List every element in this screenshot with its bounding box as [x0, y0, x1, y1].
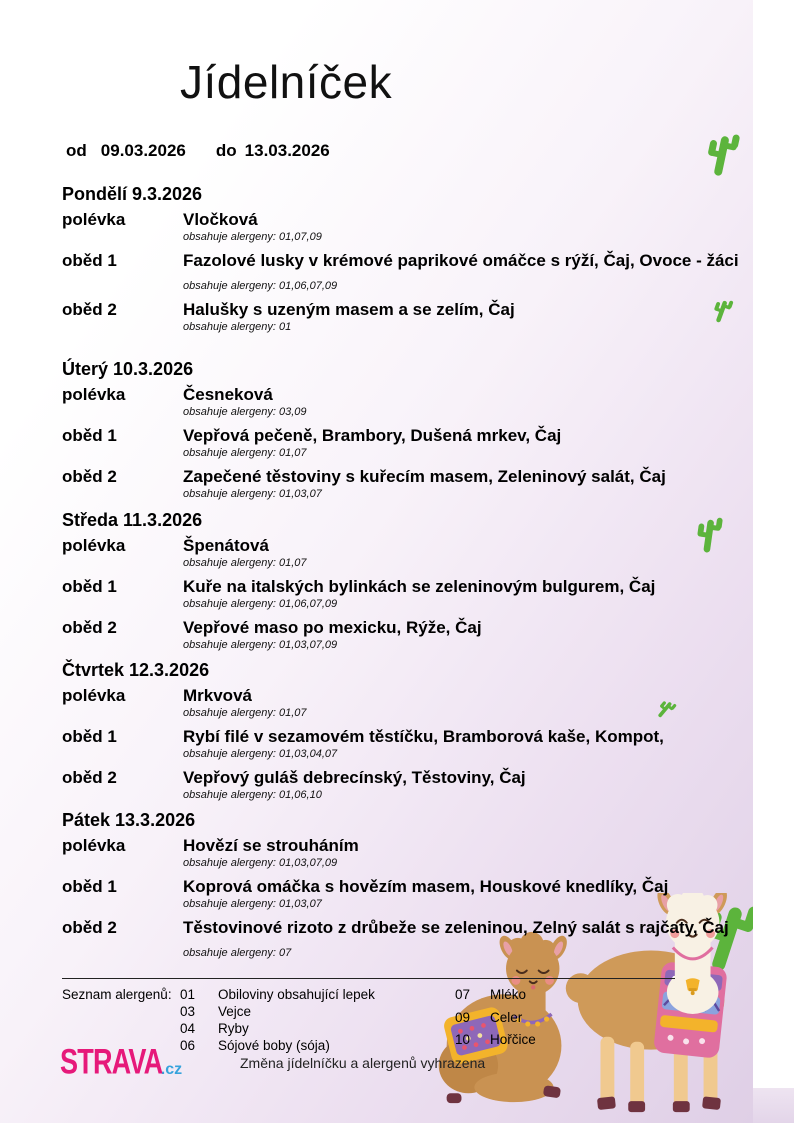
menu-row: [62, 576, 754, 611]
allergen-note: obsahuje alergeny: 01,03,04,07: [183, 748, 338, 760]
course-label: oběd 1: [62, 426, 117, 445]
date-from-label: od: [66, 141, 87, 160]
meal-text: Kuře na italských bylinkách se zeleninovým bulgurem, Čaj: [183, 577, 656, 596]
allergen-note: obsahuje alergeny: 01,07,09: [183, 231, 322, 243]
menu-row: [62, 767, 754, 802]
day-heading: Úterý 10.3.2026: [62, 359, 194, 379]
page-title: Jídelníček: [180, 56, 393, 108]
menu-row: [62, 726, 754, 761]
strava-logo: [60, 1040, 183, 1082]
menu-row: [62, 535, 754, 570]
course-label: oběd 1: [62, 877, 117, 896]
meal-text: Zapečené těstoviny s kuřecím masem, Zeleninový salát, Čaj: [183, 467, 666, 486]
course-label: polévka: [62, 385, 126, 404]
course-label: oběd 1: [62, 727, 117, 746]
course-label: polévka: [62, 686, 126, 705]
allergen-code: 01: [180, 987, 196, 1002]
day-block-wednesday: [62, 509, 754, 658]
day-block-monday: [62, 183, 754, 340]
allergen-name: Celer: [490, 1009, 523, 1025]
allergen-note: obsahuje alergeny: 01,06,10: [183, 789, 322, 801]
meal-text: Vepřová pečeně, Brambory, Dušená mrkev, Čaj: [183, 426, 562, 445]
course-label: oběd 1: [62, 577, 117, 596]
day-heading: Čtvrtek 12.3.2026: [62, 660, 210, 680]
allergen-note: obsahuje alergeny: 01,03,07,09: [183, 639, 338, 651]
menu-row: [62, 617, 754, 652]
allergen-note: obsahuje alergeny: 01,03,07: [183, 488, 322, 500]
allergen-code: 07: [455, 987, 471, 1002]
meal-text: Vepřové maso po mexicku, Rýže, Čaj: [183, 618, 482, 637]
allergen-note: obsahuje alergeny: 01,06,07,09: [183, 280, 338, 292]
menu-row: [62, 466, 754, 501]
strava-logo-cz: .cz: [160, 1061, 183, 1078]
divider: [62, 978, 675, 979]
meal-text: Vločková: [183, 210, 258, 229]
menu-row: [62, 209, 754, 244]
course-label: oběd 1: [62, 251, 117, 270]
meal-text: Česneková: [183, 385, 273, 404]
allergen-code: 09: [455, 1009, 471, 1025]
course-label: polévka: [62, 210, 126, 229]
course-label: oběd 2: [62, 618, 117, 637]
course-label: oběd 2: [62, 300, 117, 319]
meal-text: Koprová omáčka s hovězím masem, Houskové knedlíky, Čaj: [183, 877, 669, 896]
menu-row: [62, 835, 754, 870]
allergen-note: obsahuje alergeny: 01,03,07,09: [183, 857, 338, 869]
allergen-code: 06: [180, 1038, 196, 1053]
meal-text: Mrkvová: [183, 686, 252, 705]
course-label: oběd 2: [62, 918, 117, 937]
menu-row: [62, 250, 754, 293]
meal-text: Špenátová: [183, 536, 269, 555]
strava-logo-text: STRAVA: [60, 1040, 163, 1081]
footer-note: Změna jídelníčku a alergenů vyhrazena: [240, 1055, 486, 1071]
allergen-note: obsahuje alergeny: 03,09: [183, 406, 307, 418]
allergen-note: obsahuje alergeny: 01,07: [183, 447, 307, 459]
allergen-note: obsahuje alergeny: 01,07: [183, 707, 307, 719]
allergen-note: obsahuje alergeny: 01,03,07: [183, 898, 322, 910]
meal-text: Halušky s uzeným masem a se zelím, Čaj: [183, 300, 515, 319]
allergen-note: obsahuje alergeny: 01,06,07,09: [183, 598, 338, 610]
day-block-tuesday: [62, 358, 754, 507]
allergen-list-label: Seznam alergenů:: [62, 987, 172, 1002]
allergen-code: 03: [180, 1004, 196, 1019]
allergen-column-2: [455, 986, 655, 1054]
course-label: polévka: [62, 536, 126, 555]
menu-row: [62, 425, 754, 460]
day-block-thursday: [62, 659, 754, 808]
allergen-code: 04: [180, 1021, 196, 1036]
meal-text: Rybí filé v sezamovém těstíčku, Bramborová kaše, Kompot,: [183, 727, 664, 746]
allergen-name: Sójové boby (sója): [218, 1038, 330, 1053]
date-range: [66, 141, 330, 161]
meal-text: Hovězí se strouháním: [183, 836, 359, 855]
course-label: oběd 2: [62, 467, 117, 486]
allergen-name: Vejce: [218, 1004, 252, 1019]
allergen-name: Hořčice: [490, 1032, 536, 1048]
allergen-note: obsahuje alergeny: 01,07: [183, 557, 307, 569]
day-heading: Pondělí 9.3.2026: [62, 184, 203, 204]
menu-row: [62, 917, 754, 960]
day-heading: Pátek 13.3.2026: [62, 810, 196, 830]
date-from-value: 09.03.2026: [100, 141, 186, 160]
date-to-label: do: [215, 141, 237, 160]
allergen-column-1: [180, 986, 455, 1054]
day-heading: Středa 11.3.2026: [62, 510, 203, 530]
menu-row: [62, 685, 754, 720]
menu-row: [62, 384, 754, 419]
allergen-name: Ryby: [218, 1021, 249, 1036]
day-block-friday: [62, 809, 754, 966]
meal-text: Těstovinové rizoto z drůbeže se zeleninou, Zelný salát s rajčaty, Čaj: [183, 918, 729, 937]
allergen-name: Obiloviny obsahující lepek: [218, 987, 375, 1002]
allergen-note: obsahuje alergeny: 01: [183, 321, 292, 333]
menu-row: [62, 299, 754, 334]
meal-text: Vepřový guláš debrecínský, Těstoviny, Čaj: [183, 768, 526, 787]
allergen-note: obsahuje alergeny: 07: [183, 947, 292, 959]
allergen-name: Mléko: [490, 987, 527, 1002]
course-label: polévka: [62, 836, 126, 855]
date-to-value: 13.03.2026: [244, 141, 330, 160]
allergen-code: 10: [455, 1032, 471, 1048]
course-label: oběd 2: [62, 768, 117, 787]
menu-row: [62, 876, 754, 911]
meal-text: Fazolové lusky v krémové paprikové omáčce s rýží, Čaj, Ovoce - žáci: [183, 251, 739, 270]
